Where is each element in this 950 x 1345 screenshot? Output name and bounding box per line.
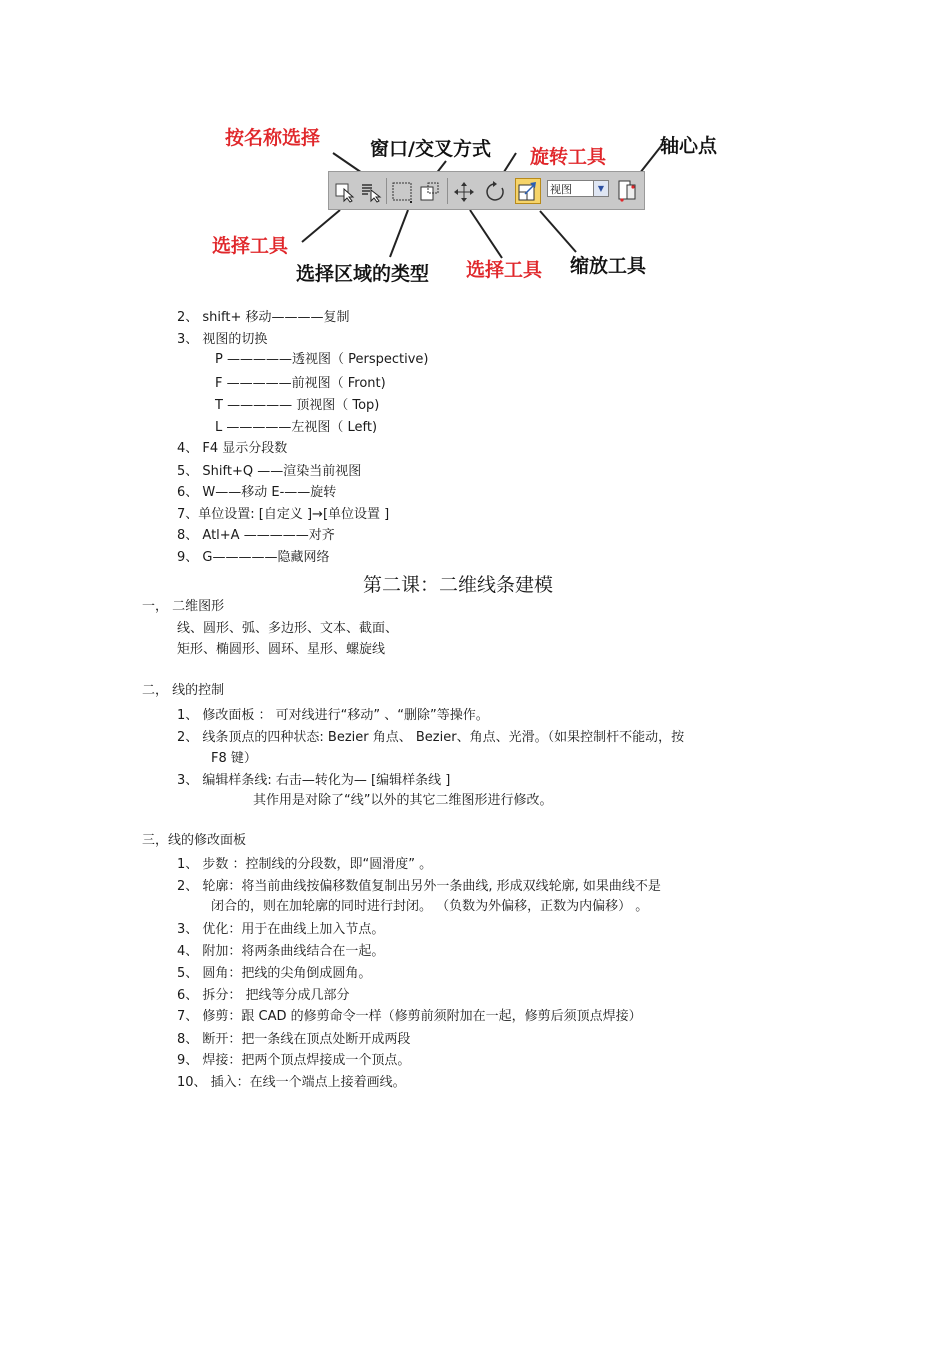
list-item: 6、 拆分： 把线等分成几部分 <box>177 988 350 1003</box>
list-item: F —————前视图（ Front) <box>215 376 386 391</box>
list-item: 5、 Shift+Q ——渲染当前视图 <box>177 464 362 479</box>
list-item: 6、 W——移动 E-——旋转 <box>177 485 337 500</box>
toolbar-separator <box>447 178 448 204</box>
list-item: 9、 G—————隐藏网络 <box>177 550 330 565</box>
select-object-button[interactable] <box>334 181 356 203</box>
label-select-tool-left: 选择工具 <box>212 235 289 257</box>
rect-region-icon <box>391 181 413 203</box>
pivot-button[interactable] <box>617 179 639 205</box>
rotate-tool-button[interactable] <box>485 181 507 203</box>
selection-region-button[interactable] <box>391 181 413 203</box>
label-select-tool-bottom: 选择工具 <box>466 259 543 281</box>
reference-coordinate-value: 视图 <box>550 183 572 196</box>
list-item: 线、圆形、弧、多边形、文本、截面、 <box>177 621 399 636</box>
list-item: 5、 圆角：把线的尖角倒成圆角。 <box>177 966 372 981</box>
list-item: 4、 附加：将两条曲线结合在一起。 <box>177 944 385 959</box>
reference-coordinate-select[interactable] <box>547 180 609 197</box>
scale-tool-button[interactable] <box>515 178 541 204</box>
section-heading: 一， 二维图形 <box>142 599 225 614</box>
list-item: 8、 断开：把一条线在顶点处断开成两段 <box>177 1032 411 1047</box>
list-item: 其作用是对除了“线”以外的其它二维图形进行修改。 <box>253 793 553 808</box>
list-item: 2、 shift+ 移动————复制 <box>177 310 350 325</box>
select-cursor-icon <box>334 181 356 203</box>
pivot-icon <box>617 179 639 205</box>
move-tool-button[interactable] <box>453 181 475 203</box>
list-item: 3、 优化：用于在曲线上加入节点。 <box>177 922 385 937</box>
list-item: 闭合的，则在加轮廓的同时进行封闭。 （负数为外偏移，正数为内偏移） 。 <box>211 899 649 914</box>
move-arrows-icon <box>453 181 475 203</box>
list-item: 3、 编辑样条线: 右击—转化为— [编辑样条线 ] <box>177 773 451 788</box>
list-item: 7、 修剪：跟 CAD 的修剪命令一样（修剪前须附加在一起，修剪后须顶点焊接） <box>177 1009 642 1024</box>
label-scale-tool: 缩放工具 <box>570 255 647 277</box>
list-item: T ————— 顶视图（ Top) <box>215 398 380 413</box>
chevron-down-icon[interactable]: ▼ <box>593 181 608 196</box>
list-item: 2、 线条顶点的四种状态: Bezier 角点、 Bezier、角点、光滑。（如果控制杆不能动，按 <box>177 730 685 745</box>
list-item: 矩形、椭圆形、圆环、星形、螺旋线 <box>177 642 386 657</box>
list-item: 3、 视图的切换 <box>177 332 268 347</box>
list-item: 10、 插入：在线一个端点上接着画线。 <box>177 1075 406 1090</box>
toolbar-figure <box>200 115 760 290</box>
scale-icon <box>516 179 540 203</box>
list-item: 8、 Atl+A —————对齐 <box>177 528 335 543</box>
rotate-icon <box>485 181 507 203</box>
label-select-by-name: 按名称选择 <box>225 127 321 149</box>
main-toolbar <box>328 171 645 210</box>
lesson-title: 第二课：二维线条建模 <box>363 574 554 596</box>
list-item: 9、 焊接：把两个顶点焊接成一个顶点。 <box>177 1053 411 1068</box>
list-item: 1、 步数 ：控制线的分段数，即“圆滑度” 。 <box>177 857 433 872</box>
window-crossing-button[interactable] <box>419 181 441 203</box>
label-selection-region-type: 选择区域的类型 <box>296 263 430 285</box>
section-heading: 二， 线的控制 <box>142 683 225 698</box>
select-by-name-button[interactable] <box>360 181 382 203</box>
list-item: 2、 轮廓：将当前曲线按偏移数值复制出另外一条曲线, 形成双线轮廓, 如果曲线不是 <box>177 879 661 894</box>
label-pivot: 轴心点 <box>660 135 718 157</box>
toolbar-separator <box>386 178 387 204</box>
label-rotate-tool: 旋转工具 <box>530 146 607 168</box>
list-item: 7、单位设置: [自定义 ]→[单位设置 ] <box>177 507 390 522</box>
label-window-crossing: 窗口/交叉方式 <box>370 138 491 160</box>
list-item: P —————透视图（ Perspective) <box>215 352 429 367</box>
window-crossing-icon <box>419 181 441 203</box>
list-item: 1、 修改面板 ： 可对线进行“移动” 、“删除”等操作。 <box>177 708 489 723</box>
list-item: 4、 F4 显示分段数 <box>177 441 288 456</box>
list-item: F8 键） <box>211 751 257 766</box>
section-heading: 三，线的修改面板 <box>142 833 247 848</box>
list-item: L —————左视图（ Left) <box>215 420 378 435</box>
list-cursor-icon <box>360 181 382 203</box>
